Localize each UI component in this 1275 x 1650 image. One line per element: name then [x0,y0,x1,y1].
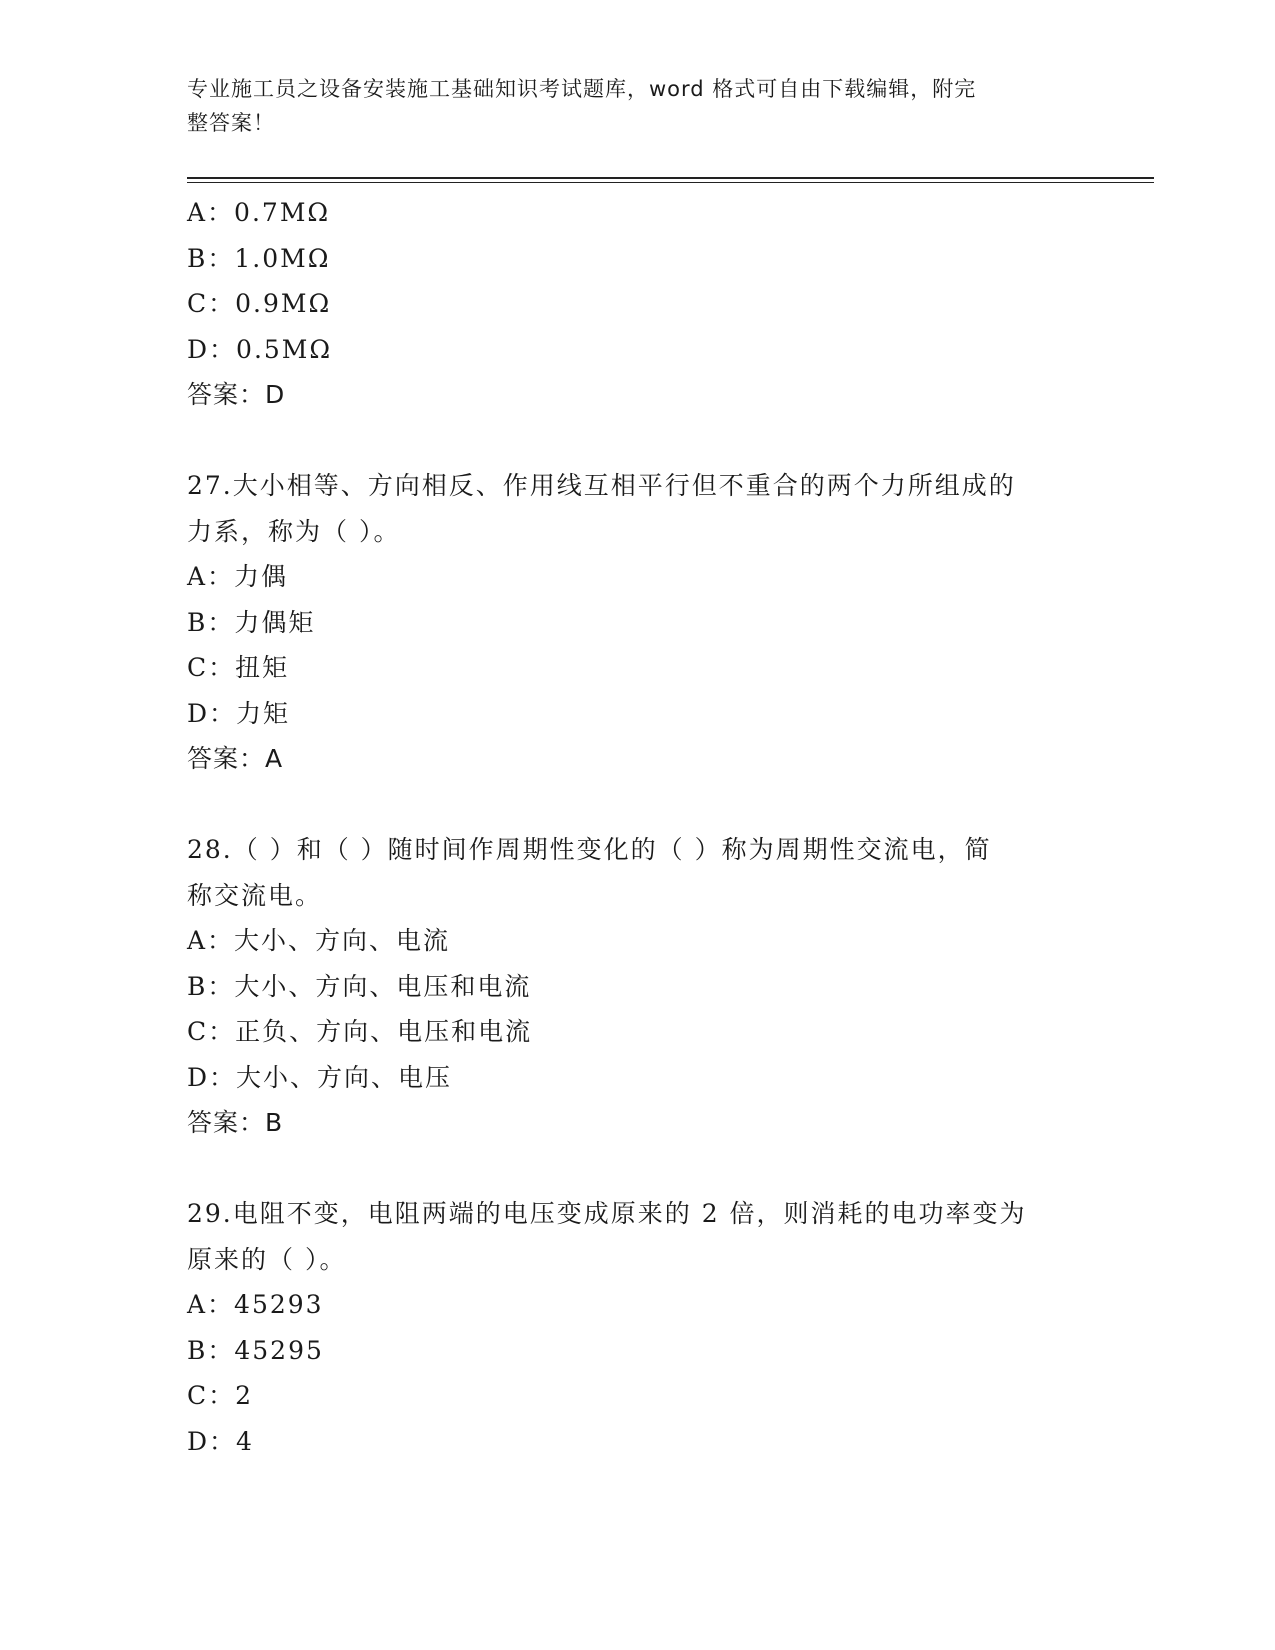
answer-line: 答案：B [187,1108,284,1137]
option-d: D：4 [187,1426,254,1456]
question-stem-line-1: 28.（ ）和（ ）随时间作周期性变化的（ ）称为周期性交流电，简 [187,835,992,864]
header-title-line-1: 专业施工员之设备安装施工基础知识考试题库，word 格式可自由下载编辑，附完 [187,77,977,101]
question-stem-line-1: 29.电阻不变，电阻两端的电压变成原来的 2 倍，则消耗的电功率变为 [187,1199,1027,1228]
option-c: C：0.9MΩ [187,289,332,318]
question-29 [187,1191,1087,1464]
option-d: D：0.5MΩ [187,334,333,364]
question-27 [187,463,1087,782]
option-c: C：2 [187,1381,254,1410]
question-28 [187,827,1087,1146]
option-c: C：扭矩 [187,653,290,682]
option-c: C：正负、方向、电压和电流 [187,1017,533,1046]
question-spacer [187,418,1087,464]
header-rule-thick [187,177,1154,179]
option-b: B：45295 [187,1335,324,1365]
header-title-line-2: 整答案！ [187,111,275,135]
question-stem-line-2: 力系，称为（ ）。 [187,516,401,546]
question-stem-line-2: 原来的（ ）。 [187,1244,347,1274]
answer-line: 答案：D [187,380,286,409]
document-header [187,72,1067,140]
option-a: A：45293 [187,1290,324,1319]
question-26 [187,190,1087,418]
question-list [187,190,1087,1464]
answer-line: 答案：A [187,744,284,773]
option-d: D：大小、方向、电压 [187,1062,453,1092]
option-b: B：1.0MΩ [187,243,331,273]
option-d: D：力矩 [187,698,291,728]
header-rule-thin [187,182,1154,183]
question-spacer [187,1146,1087,1192]
question-stem-line-1: 27.大小相等、方向相反、作用线互相平行但不重合的两个力所组成的 [187,471,1016,500]
option-a: A：0.7MΩ [187,198,331,227]
question-spacer [187,782,1087,828]
question-stem-line-2: 称交流电。 [187,880,323,910]
option-a: A：力偶 [187,562,289,591]
option-a: A：大小、方向、电流 [187,926,451,955]
option-b: B：力偶矩 [187,607,316,637]
option-b: B：大小、方向、电压和电流 [187,971,532,1001]
